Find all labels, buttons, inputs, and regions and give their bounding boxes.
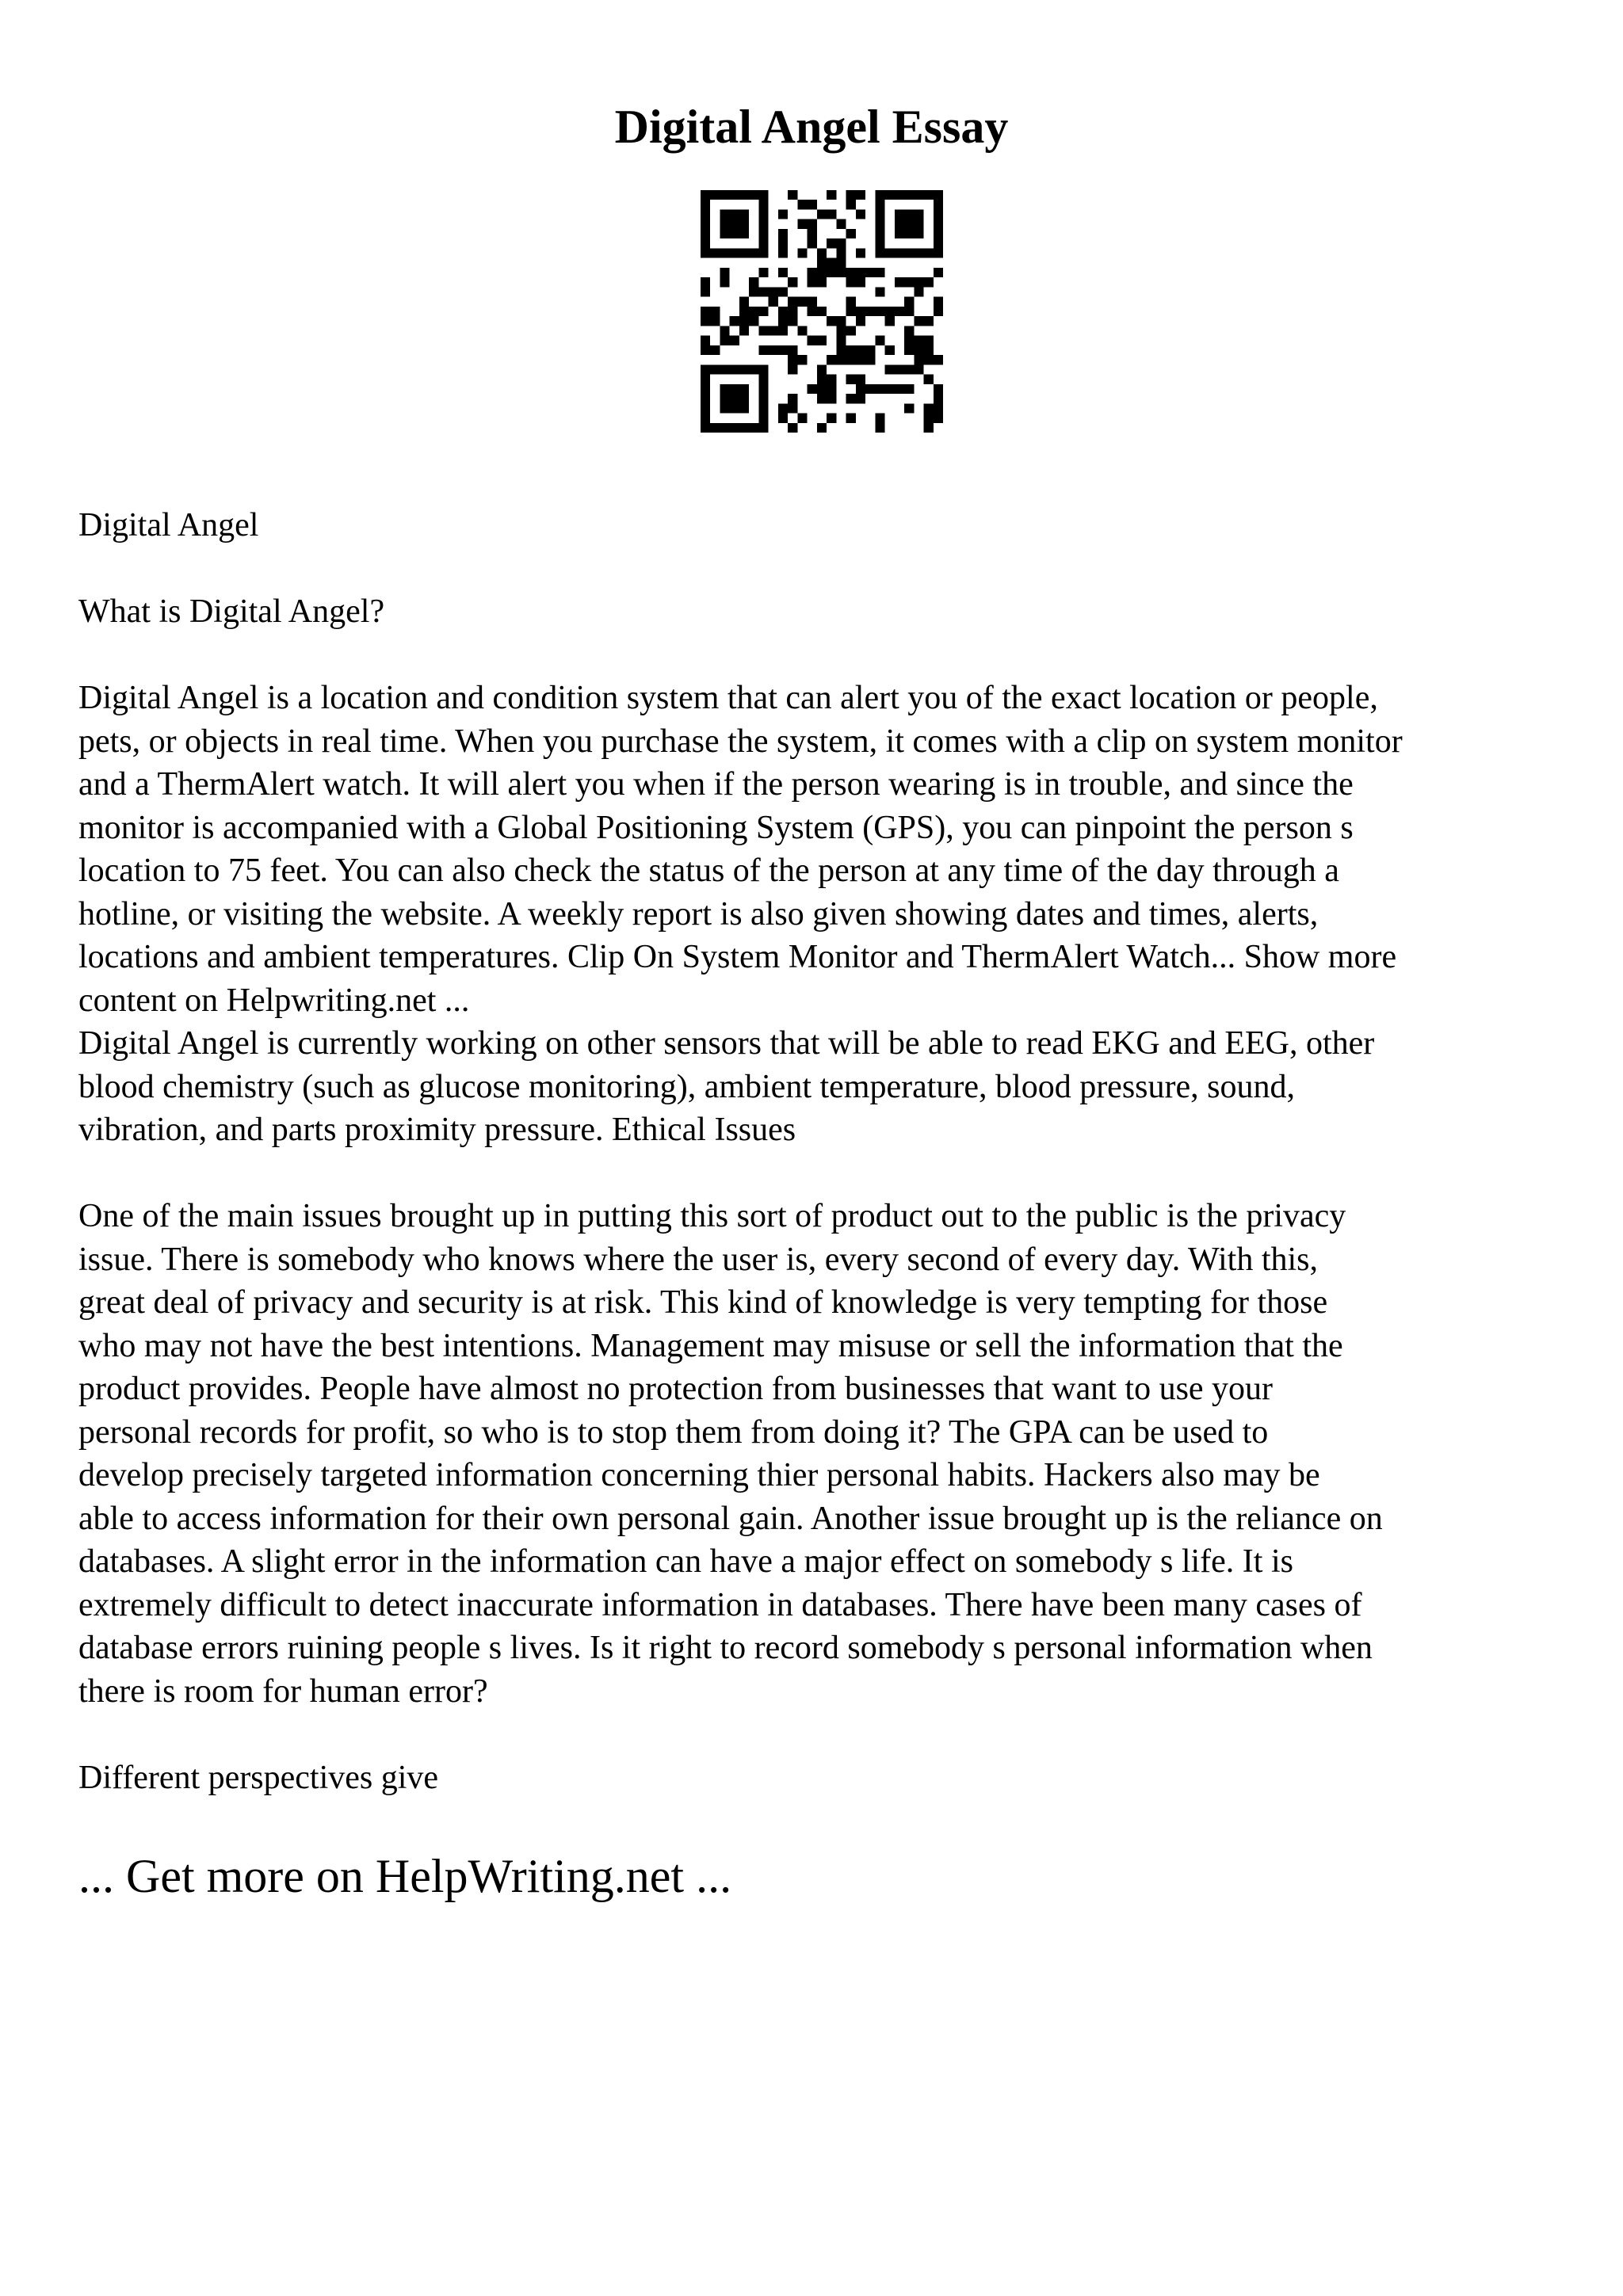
get-more-link[interactable]: ... Get more on HelpWriting.net ... <box>78 1850 732 1902</box>
paragraph-2-line: personal records for profit, so who is to stop them from doing it? The GPA can be used to <box>78 1413 1269 1451</box>
qr-code-icon <box>701 190 943 433</box>
paragraph-2-line: issue. There is somebody who knows where the user is, every second of every day. With this, <box>78 1241 1319 1278</box>
paragraph-2-line: who may not have the best intentions. Management may misuse or sell the information that the <box>78 1327 1343 1364</box>
paragraph-1 <box>78 677 1560 1152</box>
paragraph-2 <box>78 1195 1560 1713</box>
paragraph-1-line: locations and ambient temperatures. Clip On System Monitor and ThermAlert Watch... Show more <box>78 939 1397 975</box>
paragraph-1-line: location to 75 feet. You can also check the status of the person at any time of the day through a <box>78 852 1339 889</box>
paragraph-2-line: One of the main issues brought up in putting this sort of product out to the public is the privacy <box>78 1198 1346 1234</box>
paragraph-2-line: extremely difficult to detect inaccurate information in databases. There have been many cases of <box>78 1586 1362 1623</box>
paragraph-1-line: and a ThermAlert watch. It will alert you when if the person wearing is in trouble, and since the <box>78 766 1354 803</box>
paragraph-1-line: pets, or objects in real time. When you purchase the system, it comes with a clip on system monitor <box>78 723 1403 760</box>
paragraph-1-line: vibration, and parts proximity pressure. Ethical Issues <box>78 1112 796 1148</box>
paragraph-1-line: content on Helpwriting.net ... <box>78 982 470 1019</box>
paragraph-1-line: monitor is accompanied with a Global Positioning System (GPS), you can pinpoint the person s <box>78 809 1354 846</box>
closing-line: Different perspectives give <box>78 1760 439 1796</box>
paragraph-2-line: product provides. People have almost no protection from businesses that want to use your <box>78 1371 1274 1407</box>
paragraph-2-line: there is room for human error? <box>78 1672 488 1710</box>
paragraph-1-line: Digital Angel is a location and condition system that can alert you of the exact location or people, <box>78 680 1378 716</box>
paragraph-2-line: able to access information for their own personal gain. Another issue brought up is the reliance on <box>78 1500 1383 1537</box>
paragraph-1-line: blood chemistry (such as glucose monitoring), ambient temperature, blood pressure, sound, <box>78 1068 1295 1105</box>
paragraph-2-line: develop precisely targeted information concerning thier personal habits. Hackers also may be <box>78 1457 1320 1493</box>
document-question: What is Digital Angel? <box>78 593 385 630</box>
paragraph-2-line: databases. A slight error in the information can have a major effect on somebody s life. It is <box>78 1543 1293 1580</box>
paragraph-1-line: Digital Angel is currently working on other sensors that will be able to read EKG and EEG, other <box>78 1025 1375 1062</box>
document-title: Digital Angel Essay <box>614 101 1009 153</box>
paragraph-2-line: database errors ruining people s lives. Is it right to record somebody s personal information when <box>78 1630 1373 1666</box>
paragraph-1-line: hotline, or visiting the website. A weekly report is also given showing dates and times, alerts, <box>78 895 1319 933</box>
document-heading: Digital Angel <box>78 507 259 543</box>
paragraph-2-line: great deal of privacy and security is at risk. This kind of knowledge is very tempting for those <box>78 1284 1328 1321</box>
